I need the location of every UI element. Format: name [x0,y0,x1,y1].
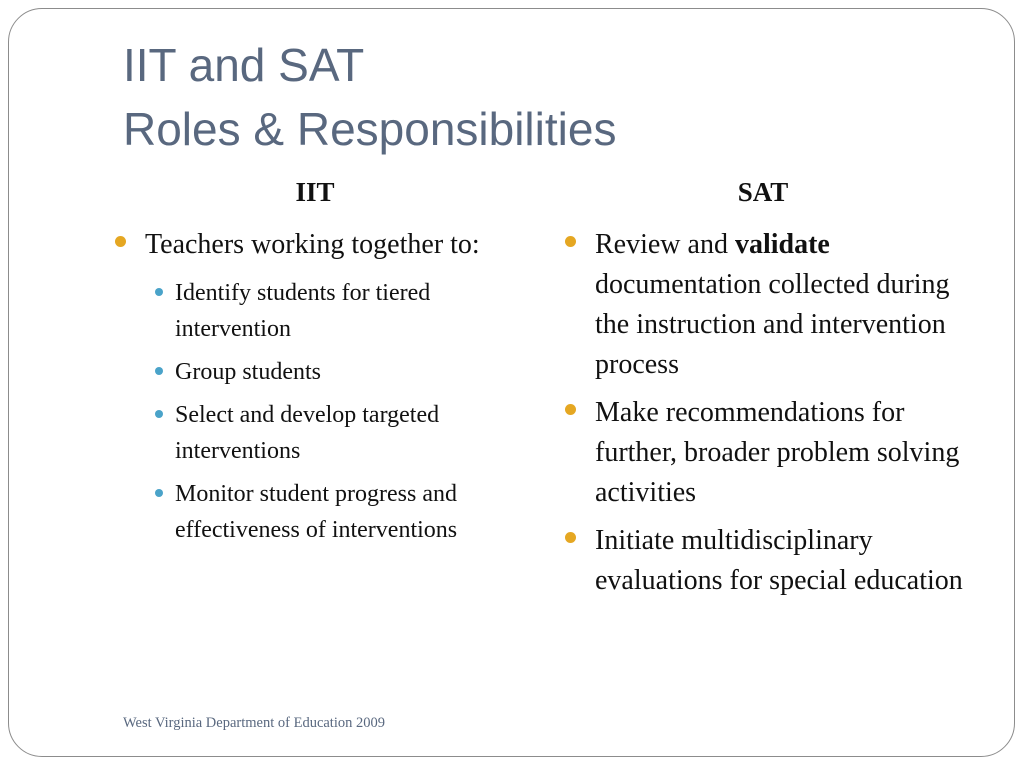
iit-subitem [175,476,525,548]
sat-bullet-2-text: Make recommendations for further, broader problem solving activities [595,397,960,508]
sat-heading: SAT [737,177,789,207]
sub-bullet-dot-icon [155,489,163,497]
slide-footer: West Virginia Department of Education 2009 [123,715,385,731]
iit-bullet-text: Teachers working together to: [145,229,480,260]
title-line-2: Roles & Responsibilities [123,103,617,155]
slide-frame [8,8,1015,757]
sat-bullet [595,393,975,513]
sat-bullet [595,521,975,601]
bullet-dot-icon [565,532,576,543]
iit-bullet [145,225,525,548]
iit-heading: IIT [295,177,335,207]
bullet-dot-icon [115,236,126,247]
iit-sublist [175,275,525,548]
bullet-dot-icon [565,236,576,247]
sub-bullet-dot-icon [155,367,163,375]
iit-subitem [175,275,525,347]
sat-bullet-1-pre: Review and [595,229,735,260]
iit-subitem-text: Identify students for tiered intervention [175,280,431,342]
sat-bullet-1-emphasis: validate [734,229,830,260]
iit-subitem [175,354,525,390]
iit-subitem-text: Monitor student progress and effectiveness of interventions [175,481,458,543]
sub-bullet-dot-icon [155,410,163,418]
sat-bullet-3-text: Initiate multidisciplinary evaluations for special education [595,525,963,596]
sat-bullet [595,225,975,385]
title-line-1: IIT and SAT [123,39,365,91]
slide-title [123,33,616,161]
sub-bullet-dot-icon [155,288,163,296]
iit-subitem [175,397,525,469]
sat-list [595,225,975,609]
iit-subitem-text: Select and develop targeted interventions [175,402,440,464]
iit-list [145,225,525,556]
iit-subitem-text: Group students [175,359,321,385]
bullet-dot-icon [565,404,576,415]
sat-bullet-1-post: documentation collected during the instruction and intervention process [595,269,950,380]
